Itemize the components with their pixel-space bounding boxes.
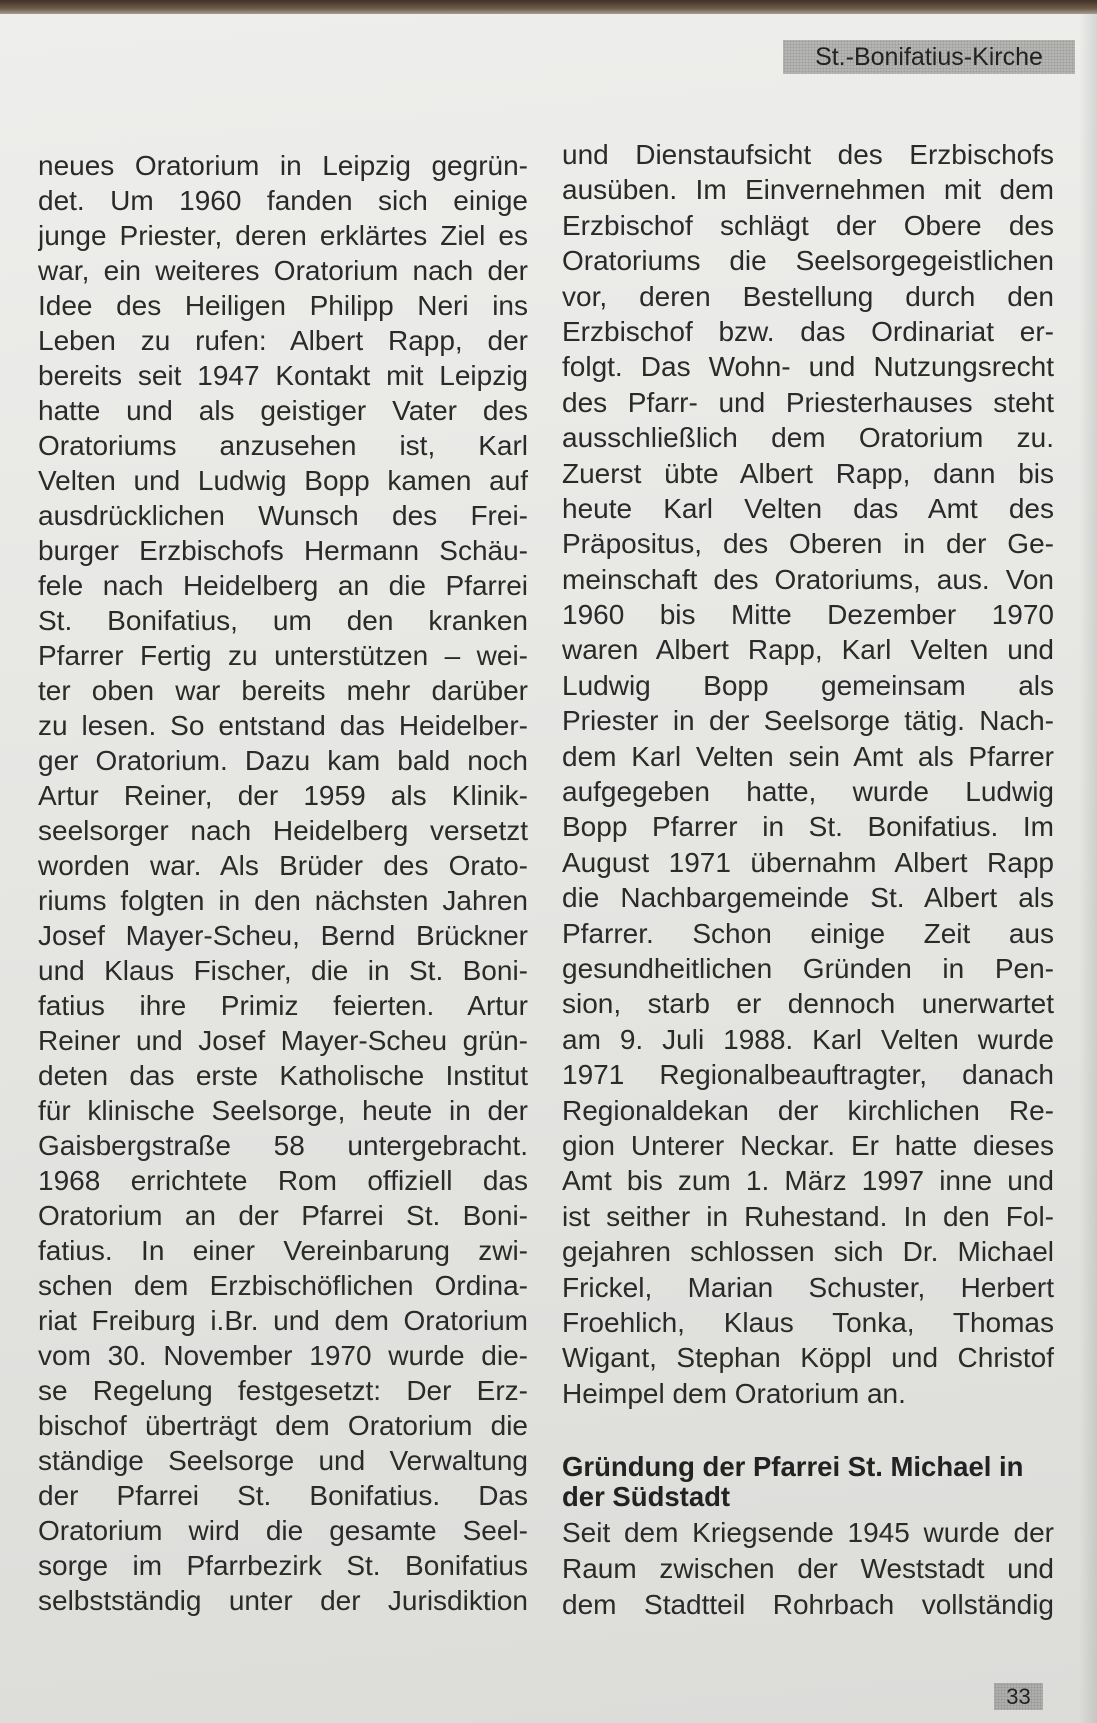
body-text-line: Velten und Ludwig Bopp kamen auf [38, 465, 528, 496]
page-edge-shadow [1079, 14, 1097, 1723]
section-header-label [783, 40, 1075, 74]
body-text-line: die Nachbargemeinde St. Albert als [562, 882, 1054, 914]
body-text-line: meinschaft des Oratoriums, aus. Von [562, 563, 1054, 595]
body-text-line: ist seither in Ruhestand. In den Fol- [562, 1200, 1054, 1232]
body-text-line: 1971 Regionalbeauftragter, danach [562, 1059, 1054, 1091]
section-heading-line: Gründung der Pfarrei St. Michael in [562, 1452, 1024, 1482]
body-text-line: heute Karl Velten das Amt des [562, 492, 1054, 524]
body-text-line: Ludwig Bopp gemeinsam als [562, 669, 1054, 701]
body-text-line: des Pfarr- und Priesterhauses steht [562, 386, 1054, 418]
body-text-line: Amt bis zum 1. März 1997 inne und [562, 1165, 1054, 1197]
section-heading-line: der Südstadt [562, 1482, 731, 1512]
body-text-line: bischof überträgt dem Oratorium die [38, 1410, 528, 1441]
body-text-line: der Pfarrei St. Bonifatius. Das [38, 1480, 528, 1511]
body-text-line: Pfarrer. Schon einige Zeit aus [562, 917, 1054, 949]
body-text-line: ausdrücklichen Wunsch des Frei- [38, 500, 528, 531]
body-text-line: ger Oratorium. Dazu kam bald noch [38, 745, 528, 776]
section-header-text: St.-Bonifatius-Kirche [815, 42, 1043, 71]
body-text-line: bereits seit 1947 Kontakt mit Leipzig [38, 360, 528, 391]
body-text-line: Präpositus, des Oberen in der Ge- [562, 528, 1054, 560]
body-text-line: und Klaus Fischer, die in St. Boni- [38, 955, 528, 986]
body-text-line: Pfarrer Fertig zu unterstützen – wei- [38, 640, 528, 671]
body-text-line: ständige Seelsorge und Verwaltung [38, 1445, 528, 1476]
body-text-line: fele nach Heidelberg an die Pfarrei [38, 570, 528, 601]
body-text-line: dem Stadtteil Rohrbach vollständig [562, 1589, 1054, 1620]
body-text-line: sion, starb er dennoch unerwartet [562, 988, 1054, 1020]
body-text-line: Bopp Pfarrer in St. Bonifatius. Im [562, 811, 1054, 843]
body-text-line: vor, deren Bestellung durch den [562, 280, 1054, 312]
section-body [562, 1515, 1054, 1623]
body-text-line: se Regelung festgesetzt: Der Erz- [38, 1375, 528, 1406]
body-text-line: dem Karl Velten sein Amt als Pfarrer [562, 740, 1054, 772]
body-text-line: hatte und als geistiger Vater des [38, 395, 528, 426]
body-text-line: riat Freiburg i.Br. und dem Oratorium [38, 1305, 528, 1336]
body-text-line: und Dienstaufsicht des Erzbischofs [562, 139, 1054, 170]
body-text-line: für klinische Seelsorge, heute in der [38, 1095, 528, 1126]
body-text-line: Froehlich, Klaus Tonka, Thomas [562, 1306, 1054, 1338]
body-text-line: Oratorium wird die gesamte Seel- [38, 1515, 528, 1546]
table-edge [0, 0, 1097, 14]
body-text-line: burger Erzbischofs Hermann Schäu- [38, 535, 528, 566]
body-text-line: det. Um 1960 fanden sich einige [38, 185, 528, 216]
body-text-line: ausschließlich dem Oratorium zu. [562, 422, 1054, 454]
body-text-line: schen dem Erzbischöflichen Ordina- [38, 1270, 528, 1301]
body-text-line: August 1971 übernahm Albert Rapp [562, 846, 1054, 878]
body-text-line: Oratorium an der Pfarrei St. Boni- [38, 1200, 528, 1231]
body-text-line: Raum zwischen der Weststadt und [562, 1553, 1054, 1584]
body-text-line: Zuerst übte Albert Rapp, dann bis [562, 457, 1054, 489]
body-text-line: Priester in der Seelsorge tätig. Nach- [562, 705, 1054, 737]
body-text-line: Oratoriums die Seelsorgegeistlichen [562, 245, 1054, 277]
body-text-line: am 9. Juli 1988. Karl Velten wurde [562, 1023, 1054, 1055]
body-text-line: gesundheitlichen Gründen in Pen- [562, 952, 1054, 984]
body-text-line: Wigant, Stephan Köppl und Christof [562, 1342, 1054, 1374]
body-text-line: Erzbischof schlägt der Obere des [562, 209, 1054, 241]
body-text-line: Josef Mayer-Scheu, Bernd Brückner [38, 920, 528, 951]
body-text-line: Seit dem Kriegsende 1945 wurde der [562, 1517, 1054, 1548]
body-text-line: riums folgten in den nächsten Jahren [38, 885, 528, 916]
body-text-line: Artur Reiner, der 1959 als Klinik- [38, 780, 528, 811]
body-text-line: 1968 errichtete Rom offiziell das [38, 1165, 528, 1196]
body-text-line: gejahren schlossen sich Dr. Michael [562, 1236, 1054, 1268]
body-text-line: Frickel, Marian Schuster, Herbert [562, 1271, 1054, 1303]
body-text-line: ausüben. Im Einvernehmen mit dem [562, 174, 1054, 206]
body-text-line: Gaisbergstraße 58 untergebracht. [38, 1130, 528, 1161]
body-text-line: ter oben war bereits mehr darüber [38, 675, 528, 706]
body-text-line: neues Oratorium in Leipzig gegrün- [38, 150, 528, 181]
body-text-line: aufgegeben hatte, wurde Ludwig [562, 776, 1054, 808]
body-text-line: gion Unterer Neckar. Er hatte dieses [562, 1129, 1054, 1161]
body-text-line: waren Albert Rapp, Karl Velten und [562, 634, 1054, 666]
body-text-line: junge Priester, deren erklärtes Ziel es [38, 220, 528, 251]
body-text-line: sorge im Pfarrbezirk St. Bonifatius [38, 1550, 528, 1581]
body-text-line: war, ein weiteres Oratorium nach der [38, 255, 528, 286]
body-text-line: Leben zu rufen: Albert Rapp, der [38, 325, 528, 356]
section-heading [562, 1452, 1054, 1512]
body-text-line: Idee des Heiligen Philipp Neri ins [38, 290, 528, 321]
body-text-line: selbstständig unter der Jurisdiktion [38, 1585, 528, 1616]
page-number: 33 [1006, 1683, 1031, 1709]
body-text-line: worden war. Als Brüder des Orato- [38, 850, 528, 881]
page-number-box [994, 1683, 1043, 1710]
body-text-line: St. Bonifatius, um den kranken [38, 605, 528, 636]
body-text-line: zu lesen. So entstand das Heidelber- [38, 710, 528, 741]
body-text-line: fatius ihre Primiz feierten. Artur [38, 990, 528, 1021]
body-text-line: deten das erste Katholische Institut [38, 1060, 528, 1091]
body-text-line: Oratoriums anzusehen ist, Karl [38, 430, 528, 461]
body-text-line: 1960 bis Mitte Dezember 1970 [562, 599, 1054, 631]
body-text-line: fatius. In einer Vereinbarung zwi- [38, 1235, 528, 1266]
body-text-line: Heimpel dem Oratorium an. [562, 1377, 906, 1409]
body-text-line: vom 30. November 1970 wurde die- [38, 1340, 528, 1371]
body-text-line: seelsorger nach Heidelberg versetzt [38, 815, 528, 846]
body-text-line: Regionaldekan der kirchlichen Re- [562, 1094, 1054, 1126]
left-text-column [38, 148, 528, 1618]
body-text-line: folgt. Das Wohn- und Nutzungsrecht [562, 351, 1054, 383]
body-text-line: Reiner und Josef Mayer-Scheu grün- [38, 1025, 528, 1056]
body-text-line: Erzbischof bzw. das Ordinariat er- [562, 315, 1054, 347]
right-text-column [562, 137, 1054, 1411]
